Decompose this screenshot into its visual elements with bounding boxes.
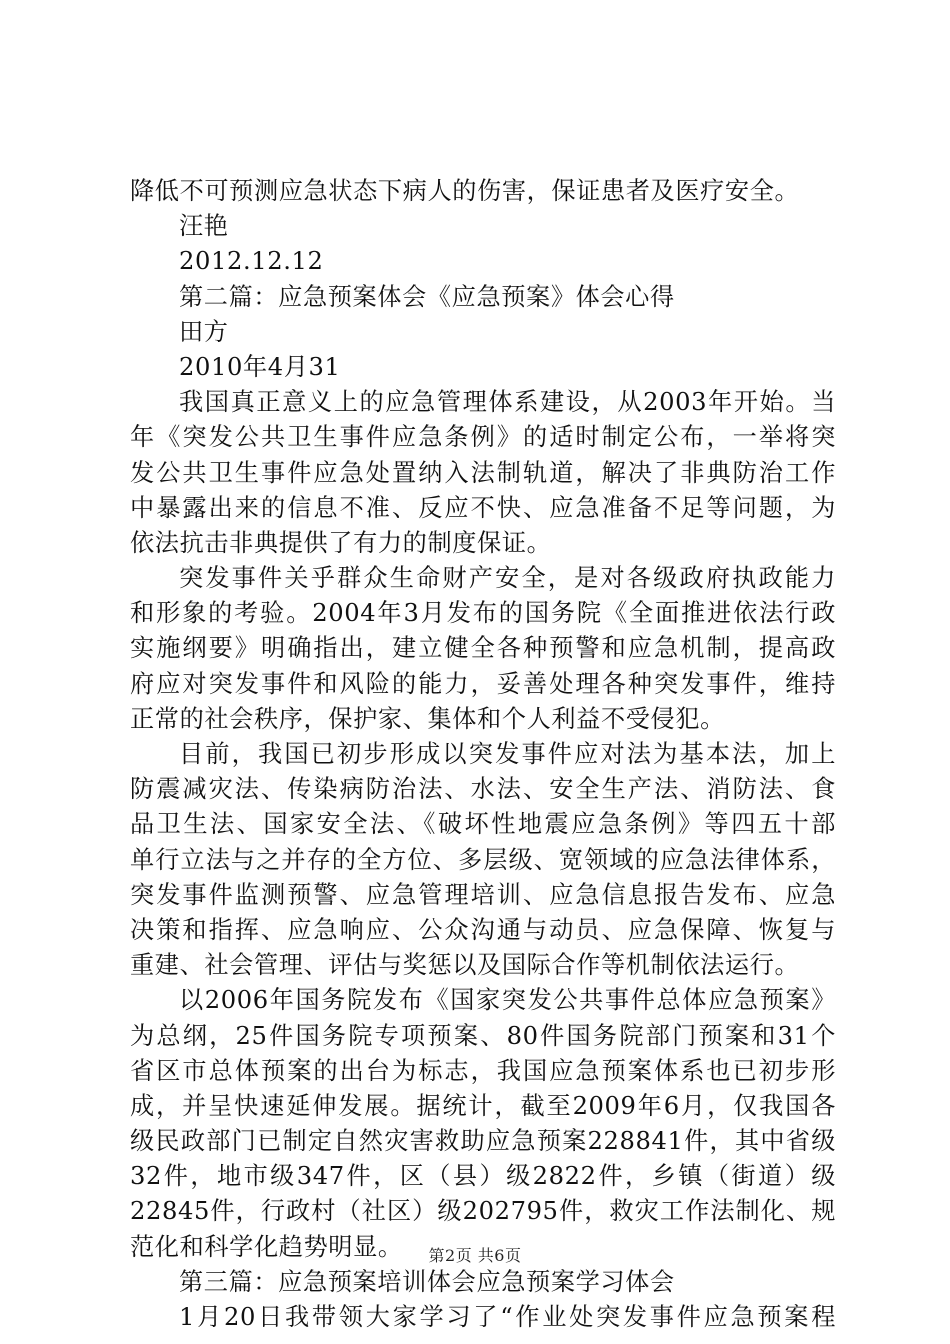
text-line: 决策和指挥、应急响应、公众沟通与动员、应急保障、恢复与 bbox=[130, 915, 836, 944]
text-line: 省区市总体预案的出台为标志，我国应急预案体系也已初步形 bbox=[130, 1056, 836, 1085]
text-line: 第三篇：应急预案培训体会应急预案学习体会 bbox=[179, 1267, 675, 1296]
text-line: 突发事件监测预警、应急管理培训、应急信息报告发布、应急 bbox=[130, 880, 836, 909]
text-line: 降低不可预测应急状态下病人的伤害，保证患者及医疗安全。 bbox=[130, 177, 800, 205]
text-line: 发公共卫生事件应急处置纳入法制轨道，解决了非典防治工作 bbox=[130, 458, 836, 487]
text-line: 田方 bbox=[179, 317, 229, 346]
text-line: 32件，地市级347件，区（县）级2822件，乡镇（街道）级 bbox=[130, 1162, 836, 1191]
text-line: 目前，我国已初步形成以突发事件应对法为基本法，加上 bbox=[179, 740, 836, 768]
text-line: 单行立法与之并存的全方位、多层级、宽领域的应急法律体系， bbox=[130, 845, 836, 874]
text-line: 中暴露出来的信息不准、反应不快、应急准备不足等问题，为 bbox=[130, 493, 836, 522]
text-line: 年《突发公共卫生事件应急条例》的适时制定公布，一举将突 bbox=[130, 423, 836, 452]
text-line: 府应对突发事件和风险的能力，妥善处理各种突发事件，维持 bbox=[130, 669, 836, 698]
text-line: 我国真正意义上的应急管理体系建设，从2003年开始。当 bbox=[179, 388, 836, 417]
text-line: 22845件，行政村（社区）级202795件，救灾工作法制化、规 bbox=[130, 1197, 836, 1226]
page-footer: 第2页 共6页 bbox=[428, 1246, 522, 1265]
text-line: 1月20日我带领大家学习了“作业处突发事件应急预案程 bbox=[179, 1303, 836, 1331]
text-line: 为总纲，25件国务院专项预案、80件国务院部门预案和31个 bbox=[130, 1021, 836, 1050]
text-line: 级民政部门已制定自然灾害救助应急预案228841件，其中省级 bbox=[130, 1127, 836, 1156]
document-body bbox=[130, 174, 836, 1335]
text-line: 重建、社会管理、评估与奖惩以及国际合作等机制依法运行。 bbox=[130, 951, 800, 980]
text-line: 实施纲要》明确指出，建立健全各种预警和应急机制，提高政 bbox=[130, 634, 836, 663]
text-line: 汪艳 bbox=[179, 212, 229, 241]
text-line: 以2006年国务院发布《国家突发公共事件总体应急预案》 bbox=[179, 986, 836, 1015]
text-line: 范化和科学化趋势明显。 bbox=[130, 1232, 403, 1261]
text-line: 2010年4月31 bbox=[179, 352, 341, 381]
text-line: 突发事件关乎群众生命财产安全，是对各级政府执政能力 bbox=[179, 564, 836, 593]
text-line: 品卫生法、国家安全法、《破坏性地震应急条例》等四五十部 bbox=[130, 810, 836, 839]
text-line: 依法抗击非典提供了有力的制度保证。 bbox=[130, 528, 552, 557]
text-line: 和形象的考验。2004年3月发布的国务院《全面推进依法行政 bbox=[130, 599, 836, 628]
text-line: 成，并呈快速延伸发展。据统计，截至2009年6月，仅我国各 bbox=[130, 1091, 836, 1120]
text-line: 防震减灾法、传染病防治法、水法、安全生产法、消防法、食 bbox=[130, 775, 836, 804]
text-line: 正常的社会秩序，保护家、集体和个人利益不受侵犯。 bbox=[130, 704, 725, 733]
text-line: 2012.12.12 bbox=[179, 247, 324, 276]
text-line: 第二篇：应急预案体会《应急预案》体会心得 bbox=[179, 282, 675, 311]
